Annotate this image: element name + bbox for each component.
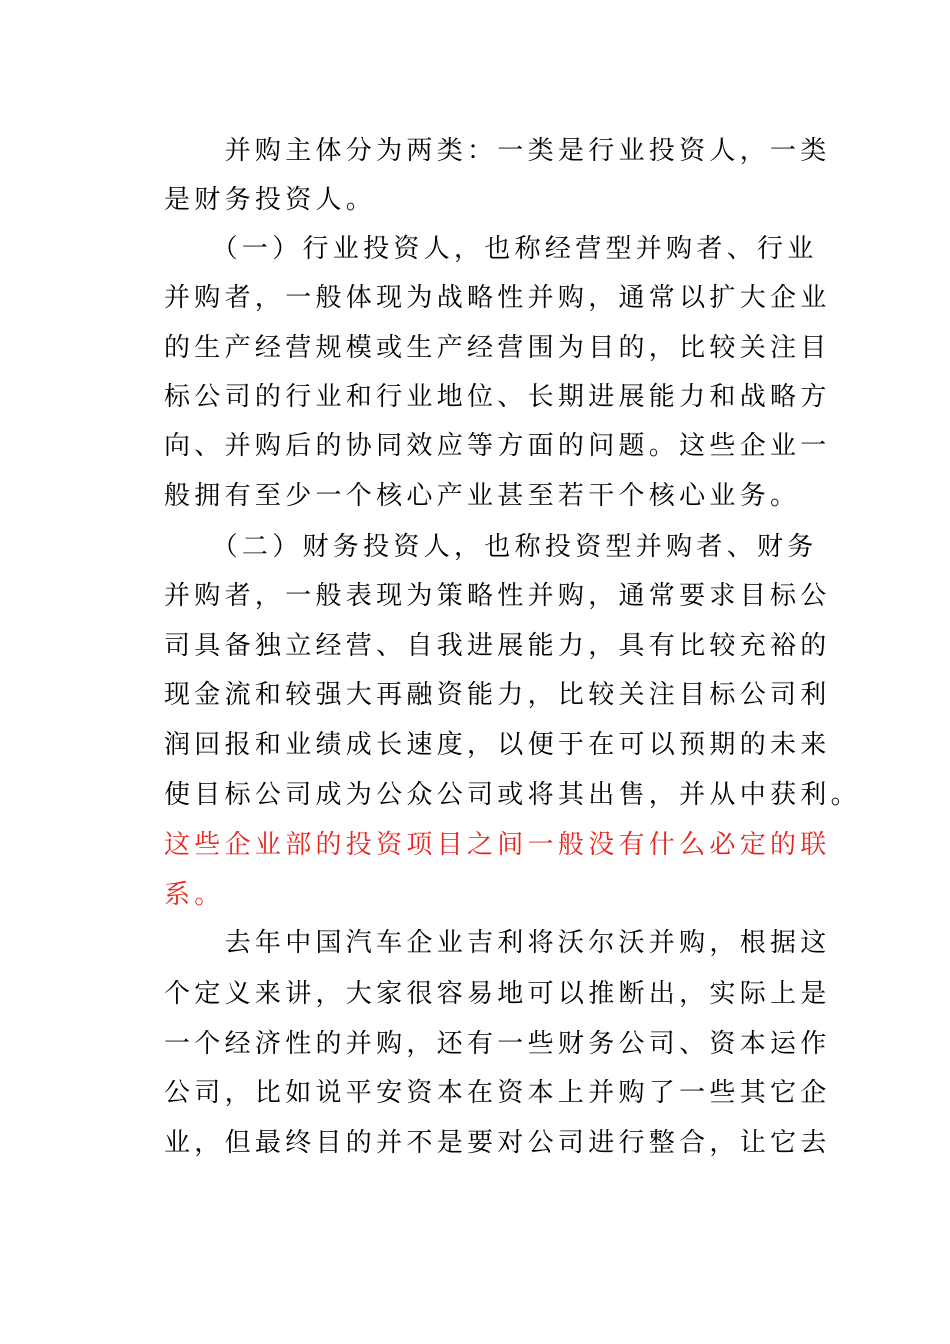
paragraph-3-line-5: 润回报和业绩成长速度，以便于在可以预期的未来 xyxy=(164,730,831,760)
paragraph-2-line-2: 并购者，一般体现为战略性并购，通常以扩大企业 xyxy=(164,283,831,313)
highlighted-text-line-2: 系。 xyxy=(164,880,225,910)
paragraph-2-line-3: 的生产经营规模或生产经营围为目的，比较关注目 xyxy=(164,333,831,363)
paragraph-1-line-1: 并购主体分为两类：一类是行业投资人，一类 xyxy=(164,136,831,166)
paragraph-2-line-6: 般拥有至少一个核心产业甚至若干个核心业务。 xyxy=(164,481,801,511)
paragraph-3-line-2: 并购者，一般表现为策略性并购，通常要求目标公 xyxy=(164,581,831,611)
paragraph-3-line-3: 司具备独立经营、自我进展能力，具有比较充裕的 xyxy=(164,631,831,661)
paragraph-4-line-4: 公司，比如说平安资本在资本上并购了一些其它企 xyxy=(164,1078,831,1108)
paragraph-2-line-5: 向、并购后的协同效应等方面的问题。这些企业一 xyxy=(164,431,831,461)
highlighted-text-line-1: 这些企业部的投资项目之间一般没有什么必定的联 xyxy=(164,830,831,860)
paragraph-2-line-1: （一）行业投资人，也称经营型并购者、行业 xyxy=(164,234,818,264)
paragraph-4-line-5: 业，但最终目的并不是要对公司进行整合，让它去 xyxy=(164,1128,831,1158)
paragraph-1-line-2: 是财务投资人。 xyxy=(164,185,377,215)
paragraph-4-line-2: 个定义来讲，大家很容易地可以推断出，实际上是 xyxy=(164,979,831,1009)
paragraph-4-line-3: 一个经济性的并购，还有一些财务公司、资本运作 xyxy=(164,1029,831,1059)
paragraph-3-line-1: （二）财务投资人，也称投资型并购者、财务 xyxy=(164,532,818,562)
paragraph-3-line-4: 现金流和较强大再融资能力，比较关注目标公司利 xyxy=(164,680,831,710)
paragraph-4-line-1: 去年中国汽车企业吉利将沃尔沃并购，根据这 xyxy=(164,928,831,958)
paragraph-2-line-4: 标公司的行业和行业地位、长期进展能力和战略方 xyxy=(164,382,831,412)
paragraph-3-line-6: 使目标公司成为公众公司或将其出售，并从中获利。 xyxy=(164,780,861,810)
